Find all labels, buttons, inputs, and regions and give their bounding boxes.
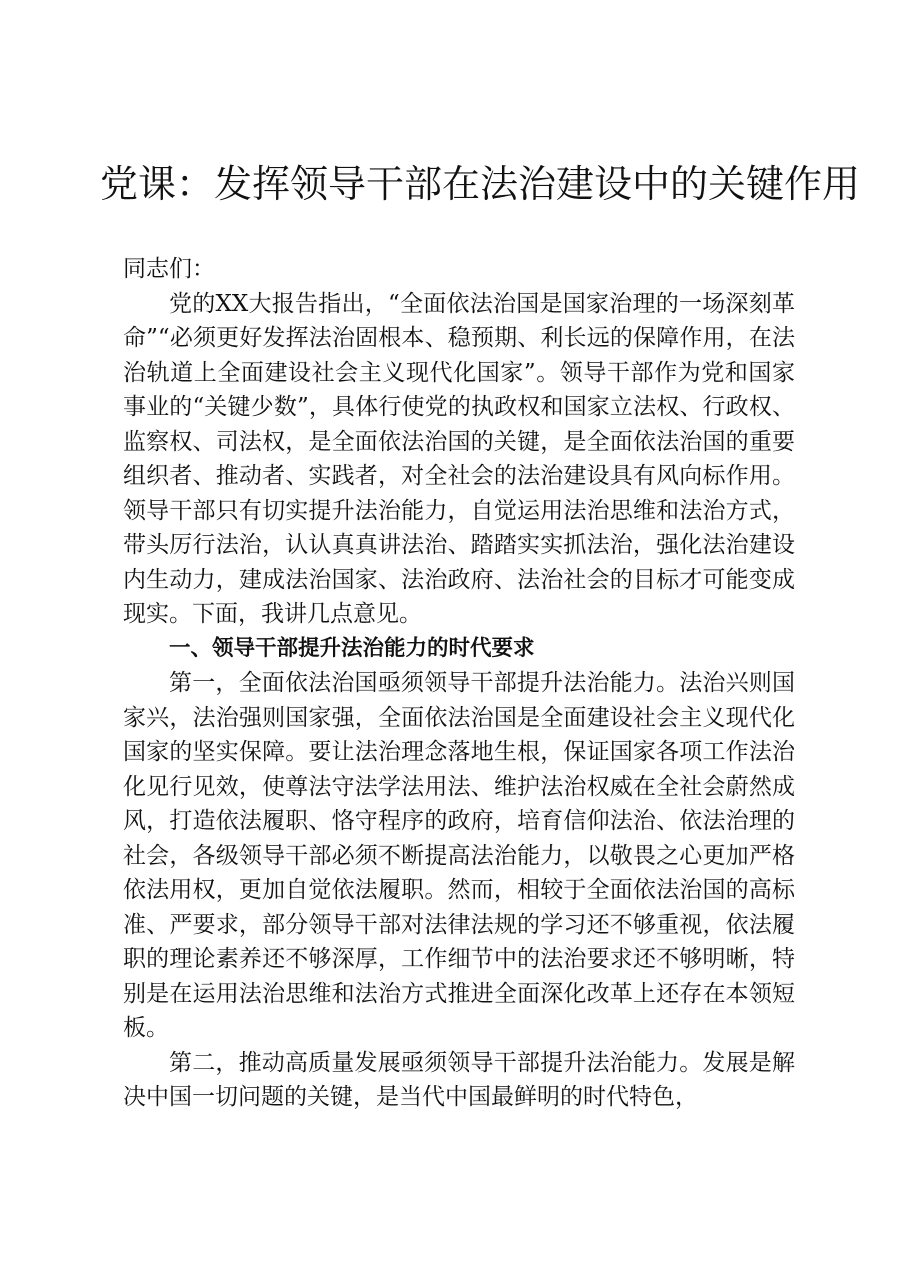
- salutation: 同志们：: [123, 256, 215, 282]
- intro-paragraph: 党的XX大报告指出，“全面依法治国是国家治理的一场深刻革命”“必须更好发挥法治固根本、稳预期、利长远的保障作用，在法治轨道上全面建设社会主义现代化国家”。领导干部作为党和国家事业的“关键少数”，具体行使党的执政权和国家立法权、行政权、监察权、司法权，是全面依法治国的关键，是全面依法治国的重要组织者、推动者、实践者，对全社会的法治建设具有风向标作用。领导干部只有切实提升法治能力，自觉运用法治思维和法治方式，带头厉行法治，认认真真讲法治、踏踏实实抓法治，强化法治建设内生动力，建成法治国家、法治政府、法治社会的目标才可能变成现实。下面，我讲几点意见。: [123, 290, 795, 627]
- body-paragraph-2: 第二，推动高质量发展亟须领导干部提升法治能力。发展是解决中国一切问题的关键，是当代中国最鲜明的时代特色，: [123, 1049, 795, 1110]
- body-paragraph-1: 第一，全面依法治国亟须领导干部提升法治能力。法治兴则国家兴，法治强则国家强，全面依法治国是全面建设社会主义现代化国家的坚实保障。要让法治理念落地生根，保证国家各项工作法治化见行见效，使尊法守法学法用法、维护法治权威在全社会蔚然成风，打造依法履职、恪守程序的政府，培育信仰法治、依法治理的社会，各级领导干部必须不断提高法治能力，以敬畏之心更加严格依法用权，更加自觉依法履职。然而，相较于全面依法治国的高标准、严要求，部分领导干部对法律法规的学习还不够重视，依法履职的理论素养还不够深厚，工作细节中的法治要求还不够明晰，特别是在运用法治思维和法治方式推进全面深化改革上还存在本领短板。: [123, 670, 795, 1041]
- document-body: [123, 252, 795, 1115]
- document-title: 党课：发挥领导干部在法治建设中的关键作用: [100, 162, 861, 206]
- section-heading: 一、领导干部提升法治能力的时代要求: [169, 635, 535, 661]
